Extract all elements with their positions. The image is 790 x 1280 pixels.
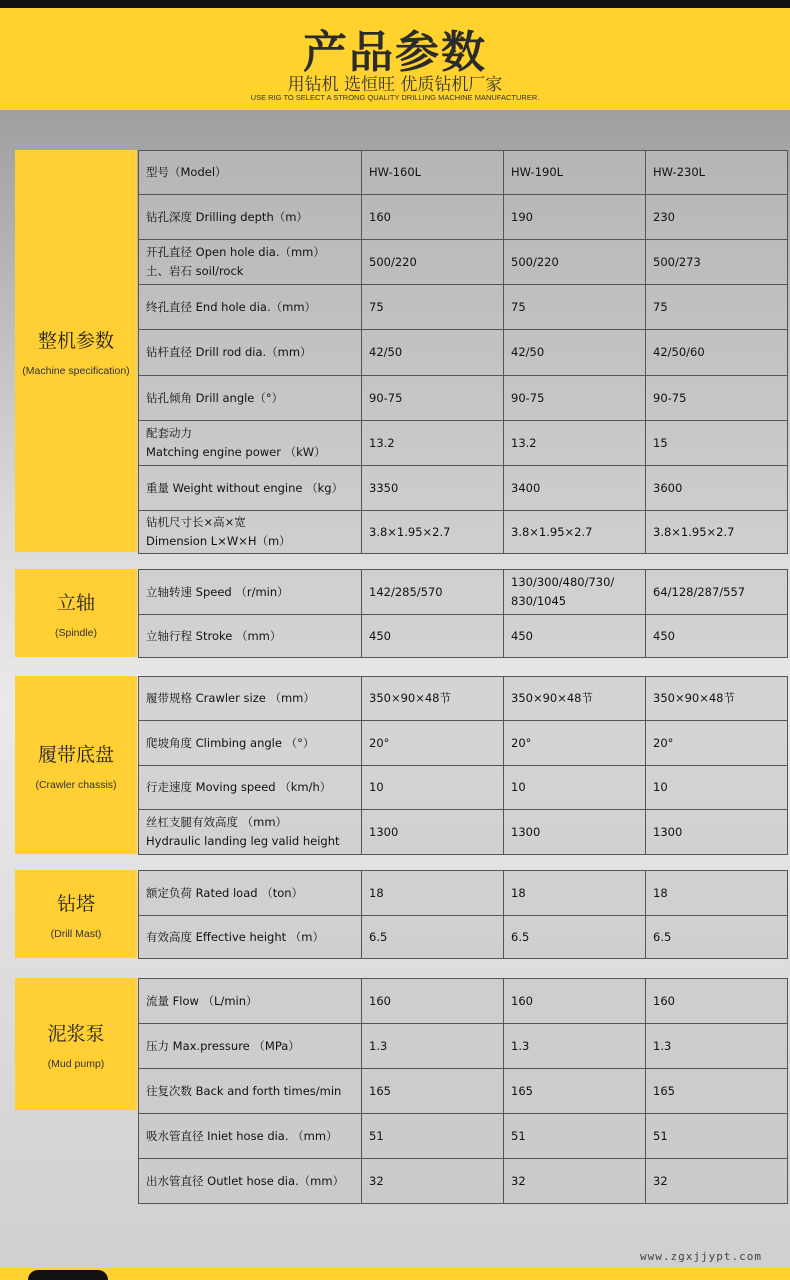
param-value-cell: 500/273 (646, 240, 788, 285)
param-value-cell: 142/285/570 (362, 570, 504, 615)
table-row (139, 1114, 788, 1159)
param-value-cell: 3.8×1.95×2.7 (362, 511, 504, 554)
section-label-zh: 履带底盘 (37, 743, 114, 766)
param-value-cell: 75 (504, 285, 646, 330)
table-row (139, 766, 788, 810)
param-name-cell: 立轴转速 Speed （r/min） (139, 570, 362, 615)
param-name-cell: 吸水管直径 Iniet hose dia. （mm） (139, 1114, 362, 1159)
param-value-cell: 350×90×48节 (646, 677, 788, 721)
param-value-cell: 1300 (362, 810, 504, 855)
param-name-cell: 丝杠支腿有效高度 （mm） Hydraulic landing leg valid height (139, 810, 362, 855)
watermark-url: www.zgxjjypt.com (640, 1250, 762, 1263)
param-name-cell: 行走速度 Moving speed （km/h） (139, 766, 362, 810)
section-label-en: (Mud pump) (47, 1057, 105, 1070)
section-label-en: (Machine specification) (22, 364, 130, 377)
param-name-cell: 钻孔倾角 Drill angle（°） (139, 376, 362, 421)
param-value-cell: 165 (362, 1069, 504, 1114)
param-value-cell: 51 (504, 1114, 646, 1159)
param-name-cell: 压力 Max.pressure （MPa） (139, 1024, 362, 1069)
param-value-cell: 42/50 (362, 330, 504, 376)
table-row (139, 721, 788, 766)
param-value-cell: 18 (504, 871, 646, 916)
param-value-cell: 18 (646, 871, 788, 916)
table-row (139, 285, 788, 330)
param-value-cell: 500/220 (362, 240, 504, 285)
bottom-banner-edge (0, 1268, 790, 1280)
param-value-cell: 10 (504, 766, 646, 810)
param-value-cell: 10 (646, 766, 788, 810)
param-value-cell: 18 (362, 871, 504, 916)
param-value-cell: 32 (504, 1159, 646, 1204)
param-value-cell: 6.5 (362, 916, 504, 959)
param-value-cell: 51 (646, 1114, 788, 1159)
section-label (15, 676, 137, 854)
param-value-cell: 32 (646, 1159, 788, 1204)
table-row (139, 511, 788, 554)
param-value-cell: 20° (646, 721, 788, 766)
param-value-cell: 6.5 (646, 916, 788, 959)
param-value-cell: 1.3 (362, 1024, 504, 1069)
section-label-zh: 整机参数 (37, 329, 114, 352)
top-dark-bar (0, 0, 790, 8)
param-value-cell: 190 (504, 195, 646, 240)
param-value-cell: 13.2 (504, 421, 646, 466)
table-row (139, 1159, 788, 1204)
section-label-zh: 立轴 (56, 591, 95, 614)
spec-table (138, 870, 788, 959)
param-value-cell: 32 (362, 1159, 504, 1204)
param-value-cell: 160 (646, 979, 788, 1024)
param-value-cell: 10 (362, 766, 504, 810)
section-label (15, 150, 137, 552)
param-value-cell: 350×90×48节 (362, 677, 504, 721)
param-name-cell: 重量 Weight without engine （kg） (139, 466, 362, 511)
param-value-cell: 42/50 (504, 330, 646, 376)
table-row (139, 615, 788, 658)
param-value-cell: 75 (362, 285, 504, 330)
table-row (139, 466, 788, 511)
param-value-cell: 165 (504, 1069, 646, 1114)
page-header (0, 8, 790, 110)
param-value-cell: 6.5 (504, 916, 646, 959)
param-value-cell: 15 (646, 421, 788, 466)
param-value-cell: HW-160L (362, 151, 504, 195)
page-title: 产品参数 (303, 27, 487, 78)
table-row (139, 570, 788, 615)
param-name-cell: 流量 Flow （L/min） (139, 979, 362, 1024)
param-value-cell: 13.2 (362, 421, 504, 466)
param-value-cell: 3.8×1.95×2.7 (646, 511, 788, 554)
spec-section (15, 569, 776, 657)
section-label (15, 569, 137, 657)
param-name-cell: 往复次数 Back and forth times/min (139, 1069, 362, 1114)
param-value-cell: 160 (362, 195, 504, 240)
param-value-cell: 20° (362, 721, 504, 766)
table-row (139, 979, 788, 1024)
param-value-cell: 64/128/287/557 (646, 570, 788, 615)
param-value-cell: 3.8×1.95×2.7 (504, 511, 646, 554)
param-name-cell: 额定负荷 Rated load （ton） (139, 871, 362, 916)
section-label-en: (Crawler chassis) (35, 778, 117, 791)
section-label-en: (Spindle) (54, 626, 98, 639)
param-value-cell: 500/220 (504, 240, 646, 285)
table-row (139, 916, 788, 959)
spec-table (138, 569, 788, 658)
spec-section (15, 870, 776, 958)
param-value-cell: 160 (362, 979, 504, 1024)
logo-icon (28, 1270, 108, 1280)
param-value-cell: 450 (646, 615, 788, 658)
table-row (139, 330, 788, 376)
param-name-cell: 爬坡角度 Climbing angle （°） (139, 721, 362, 766)
param-name-cell: 出水管直径 Outlet hose dia.（mm） (139, 1159, 362, 1204)
param-value-cell: 3600 (646, 466, 788, 511)
spec-section (15, 150, 776, 553)
param-value-cell: 42/50/60 (646, 330, 788, 376)
spec-table (138, 676, 788, 855)
param-value-cell: 1.3 (504, 1024, 646, 1069)
table-row (139, 240, 788, 285)
param-value-cell: HW-230L (646, 151, 788, 195)
table-row (139, 810, 788, 855)
param-name-cell: 配套动力 Matching engine power （kW） (139, 421, 362, 466)
param-value-cell: 350×90×48节 (504, 677, 646, 721)
param-value-cell: 1300 (504, 810, 646, 855)
param-value-cell: 90-75 (504, 376, 646, 421)
param-value-cell: 1.3 (646, 1024, 788, 1069)
param-value-cell: 51 (362, 1114, 504, 1159)
param-value-cell: 160 (504, 979, 646, 1024)
table-row (139, 871, 788, 916)
table-row (139, 1024, 788, 1069)
param-name-cell: 型号（Model） (139, 151, 362, 195)
section-label (15, 978, 137, 1110)
param-value-cell: 450 (362, 615, 504, 658)
spec-section (15, 978, 776, 1203)
table-row (139, 421, 788, 466)
table-row (139, 677, 788, 721)
param-value-cell: 450 (504, 615, 646, 658)
spec-table (138, 150, 788, 554)
param-name-cell: 钻机尺寸长×高×宽 Dimension L×W×H（m） (139, 511, 362, 554)
param-value-cell: 230 (646, 195, 788, 240)
table-row (139, 376, 788, 421)
param-value-cell: 1300 (646, 810, 788, 855)
table-row (139, 151, 788, 195)
section-label-zh: 钻塔 (56, 892, 95, 915)
param-name-cell: 有效高度 Effective height （m） (139, 916, 362, 959)
param-value-cell: 165 (646, 1069, 788, 1114)
param-name-cell: 开孔直径 Open hole dia.（mm） 土、岩石 soil/rock (139, 240, 362, 285)
param-name-cell: 履带规格 Crawler size （mm） (139, 677, 362, 721)
section-label-zh: 泥浆泵 (47, 1022, 105, 1045)
section-label (15, 870, 137, 958)
param-value-cell: 90-75 (646, 376, 788, 421)
section-label-en: (Drill Mast) (50, 927, 102, 940)
param-value-cell: 3400 (504, 466, 646, 511)
param-value-cell: 20° (504, 721, 646, 766)
table-row (139, 1069, 788, 1114)
page-subtitle-en: USE RIG TO SELECT A STRONG QUALITY DRILLING MACHINE MANUFACTURER. (250, 93, 540, 102)
param-value-cell: 75 (646, 285, 788, 330)
param-name-cell: 钻杆直径 Drill rod dia.（mm） (139, 330, 362, 376)
param-value-cell: 3350 (362, 466, 504, 511)
spec-table (138, 978, 788, 1204)
spec-section (15, 676, 776, 854)
page-subtitle: 用钻机 选恒旺 优质钻机厂家 (287, 75, 503, 95)
param-name-cell: 立轴行程 Stroke （mm） (139, 615, 362, 658)
param-value-cell: HW-190L (504, 151, 646, 195)
param-name-cell: 钻孔深度 Drilling depth（m） (139, 195, 362, 240)
param-value-cell: 130/300/480/730/ 830/1045 (504, 570, 646, 615)
param-value-cell: 90-75 (362, 376, 504, 421)
table-row (139, 195, 788, 240)
param-name-cell: 终孔直径 End hole dia.（mm） (139, 285, 362, 330)
